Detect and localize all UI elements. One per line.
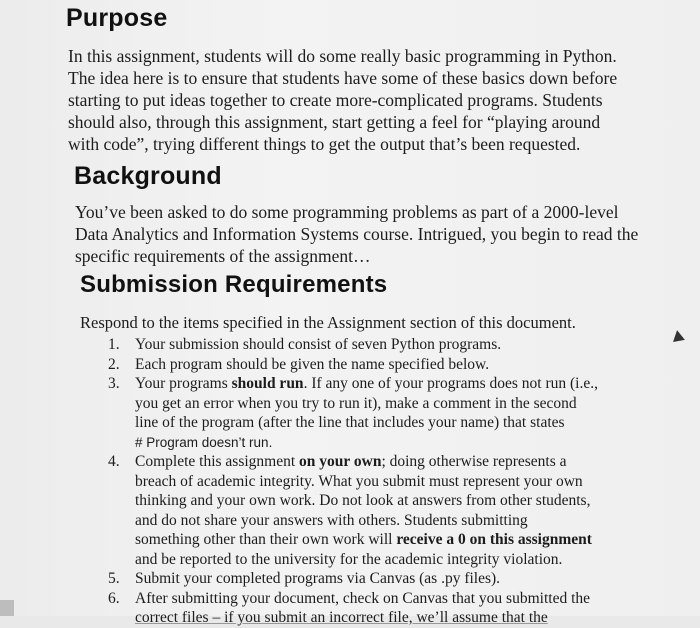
list-item [108,452,668,569]
purpose-line: In this assignment, students will do some really basic programming in Python. [68,46,617,66]
background-paragraph [75,201,638,267]
item-text: Submit your completed programs via Canvas (as .py files). [135,570,501,587]
item-number: 2. [108,355,120,373]
text-run: . If any one of your programs does not run (i.e., [303,375,598,392]
purpose-heading: Purpose [66,4,168,32]
purpose-line: should also, through this assignment, start getting a feel for “playing around [68,112,601,132]
item-text: After submitting your document, check on Canvas that you submitted the [135,589,591,607]
mouse-pointer-icon [671,329,685,342]
background-line: Data Analytics and Information Systems course. Intrigued, you begin to read the [75,224,639,244]
background-heading: Background [74,162,222,190]
purpose-line: The idea here is to ensure that students have some of these basics down before [68,68,618,88]
text-run: something other than their own work will [135,531,397,548]
submission-intro: Respond to the items specified in the Assignment section of this document. [80,313,576,332]
requirements-list [108,335,668,628]
item-text: correct files – if you submit an incorrect file, we’ll assume that the [135,609,548,626]
list-item [108,374,668,452]
bold-text: receive a 0 on this assignment [396,531,592,548]
purpose-paragraph [68,45,617,155]
text-run: ; doing otherwise represents a [381,453,567,470]
item-number: 6. [108,589,120,607]
code-comment: # Program doesn’t run. [135,434,273,450]
item-text: Each program should be given the name specified below. [135,355,490,373]
page-edge-mark [0,600,14,616]
item-text: breach of academic integrity. What you submit must represent your own [135,472,583,490]
bold-text: should run [231,375,304,392]
item-text: and be reported to the university for the academic integrity violation. [135,550,563,568]
item-number: 1. [108,336,120,353]
item-number: 3. [108,375,120,392]
item-text [135,374,668,394]
list-item [108,569,668,589]
item-text [135,530,668,550]
item-number: 5. [108,570,120,587]
list-item [108,589,668,628]
item-number: 4. [108,453,120,470]
list-item [108,355,668,375]
background-line: specific requirements of the assignment… [75,246,371,266]
purpose-line: with code”, trying different things to get the output that’s been requested. [68,134,581,154]
item-text: thinking and your own work. Do not look at answers from other students, [135,492,591,509]
purpose-line: starting to put ideas together to create more-complicated programs. Students [68,90,603,110]
bold-text: on your own [299,453,382,470]
background-line: You’ve been asked to do some programming problems as part of a 2000-level [75,202,619,222]
text-run: Your programs [135,375,232,392]
text-run: Complete this assignment [135,453,300,470]
list-item [108,335,668,355]
item-text: Your submission should consist of seven Python programs. [135,336,502,353]
item-text [135,452,668,472]
item-text: you get an error when you try to run it), make a comment in the second [135,394,577,412]
submission-heading: Submission Requirements [80,271,388,298]
item-text: line of the program (after the line that includes your name) that states [135,414,565,431]
item-text: and do not share your answers with others. Students submitting [135,511,528,529]
